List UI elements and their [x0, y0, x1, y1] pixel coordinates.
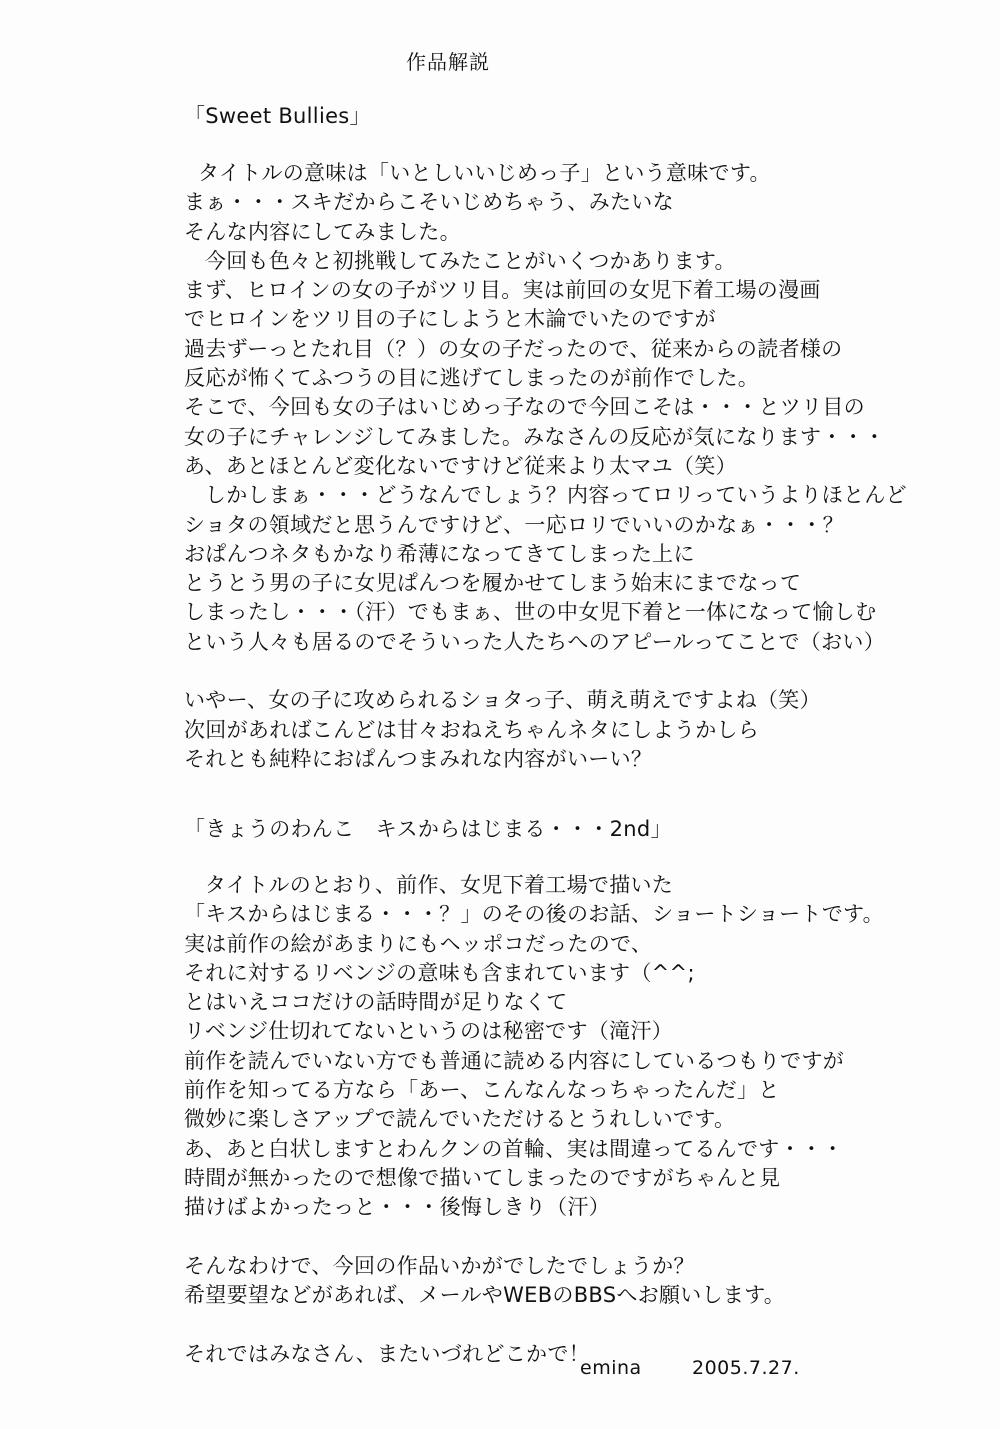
- text-line: まず、ヒロインの女の子がツリ目。実は前回の女児下着工場の漫画: [184, 278, 821, 303]
- section-body-sweet-bullies: [184, 159, 907, 774]
- text-line: そんな内容にしてみました。: [184, 219, 461, 244]
- signature-date: 2005.7.27.: [692, 1357, 800, 1379]
- text-line: 描けばよかったっと・・・後悔しきり（汗）: [184, 1195, 610, 1220]
- author-name: emina: [580, 1357, 642, 1379]
- text-line: それに対するリベンジの意味も含まれています（^^;: [184, 960, 695, 985]
- text-line: しかしまぁ・・・どうなんでしょう？内容ってロリっていうよりほとんど: [184, 483, 907, 508]
- text-line: 反応が怖くてふつうの目に逃げてしまったのが前作でした。: [184, 366, 760, 391]
- signature: [580, 1357, 840, 1379]
- text-line: それとも純粋におぱんつまみれな内容がいーい？: [184, 746, 653, 771]
- text-line: 時間が無かったので想像で描いてしまったのですがちゃんと見: [184, 1165, 781, 1190]
- text-line: 今回も色々と初挑戦してみたことがいくつかあります。: [184, 248, 736, 273]
- text-line: 女の子にチャレンジしてみました。みなさんの反応が気になります・・・: [184, 424, 886, 449]
- text-line: タイトルのとおり、前作、女児下着工場で描いた: [184, 873, 674, 897]
- page-title: 作品解説: [406, 50, 490, 74]
- paragraph-spacer: [184, 657, 907, 686]
- paragraph-spacer: [184, 1310, 884, 1339]
- text-line: タイトルの意味は「いとしいいじめっ子」という意味です。: [184, 161, 771, 185]
- section-heading-text: 「Sweet Bullies」: [184, 104, 371, 128]
- text-line: でヒロインをツリ目の子にしようと木論でいたのですが: [184, 307, 716, 332]
- text-line: 微妙に楽しさアップで読んでいただけるとうれしいです。: [184, 1107, 736, 1132]
- paragraph-spacer: [184, 1223, 884, 1252]
- text-line: ショタの領域だと思うんですけど、一応ロリでいいのかなぁ・・・？: [184, 512, 844, 537]
- text-line: そんなわけで、今回の作品いかがでしたでしょうか？: [184, 1253, 695, 1278]
- text-line: 前作を知ってる方なら「あー、こんなんなっちゃったんだ」と: [184, 1078, 780, 1103]
- text-line: いやー、女の子に攻められるショタっ子、萌え萌えですよね（笑）: [184, 688, 821, 713]
- text-line: まぁ・・・スキだからこそいじめちゃう、みたいな: [184, 190, 674, 215]
- text-line: 過去ずーっとたれ目（？）の女の子だったので、従来からの読者様の: [184, 336, 843, 361]
- section-body-kyou-no-wanko: [184, 871, 884, 1369]
- text-line: 次回があればこんどは甘々おねえちゃんネタにしようかしら: [184, 717, 760, 742]
- text-line: 「キスからはじまる・・・？」のその後のお話、ショートショートです。: [184, 902, 884, 927]
- text-line: リベンジ仕切れてないというのは秘密です（滝汗）: [184, 1019, 673, 1044]
- text-line: あ、あと白状しますとわんクンの首輪、実は間違ってるんです・・・: [184, 1136, 844, 1161]
- text-line: そこで、今回も女の子はいじめっ子なので今回こそは・・・とツリ目の: [184, 395, 865, 420]
- section-heading-text: 「きょうのわんこ キスからはじまる・・・2nd」: [184, 817, 672, 841]
- text-line: という人々も居るのでそういった人たちへのアピールってことで（おい）: [184, 629, 886, 654]
- text-line: 実は前作の絵があまりにもヘッポコだったので、: [184, 931, 653, 956]
- text-line: あ、あとほとんど変化ないですけど従来より太マユ（笑）: [184, 453, 737, 478]
- text-line: とうとう男の子に女児ぱんつを履かせてしまう始末にまでなって: [184, 571, 802, 596]
- text-line: しまったし・・・（汗）でもまぁ、世の中女児下着と一体になって愉しむ: [184, 600, 877, 625]
- text-line: それではみなさん、またいづれどこかで！: [184, 1341, 590, 1366]
- text-line: 前作を読んでいない方でも普通に読める内容にしているつもりですが: [184, 1048, 845, 1073]
- section-heading-sweet-bullies: [184, 102, 371, 131]
- section-heading-kyou-no-wanko: [184, 815, 672, 844]
- text-line: おぱんつネタもかなり希薄になってきてしまった上に: [184, 541, 695, 566]
- text-line: 希望要望などがあれば、メールやWEBのBBSへお願いします。: [184, 1283, 786, 1308]
- text-line: とはいえココだけの話時間が足りなくて: [184, 990, 568, 1015]
